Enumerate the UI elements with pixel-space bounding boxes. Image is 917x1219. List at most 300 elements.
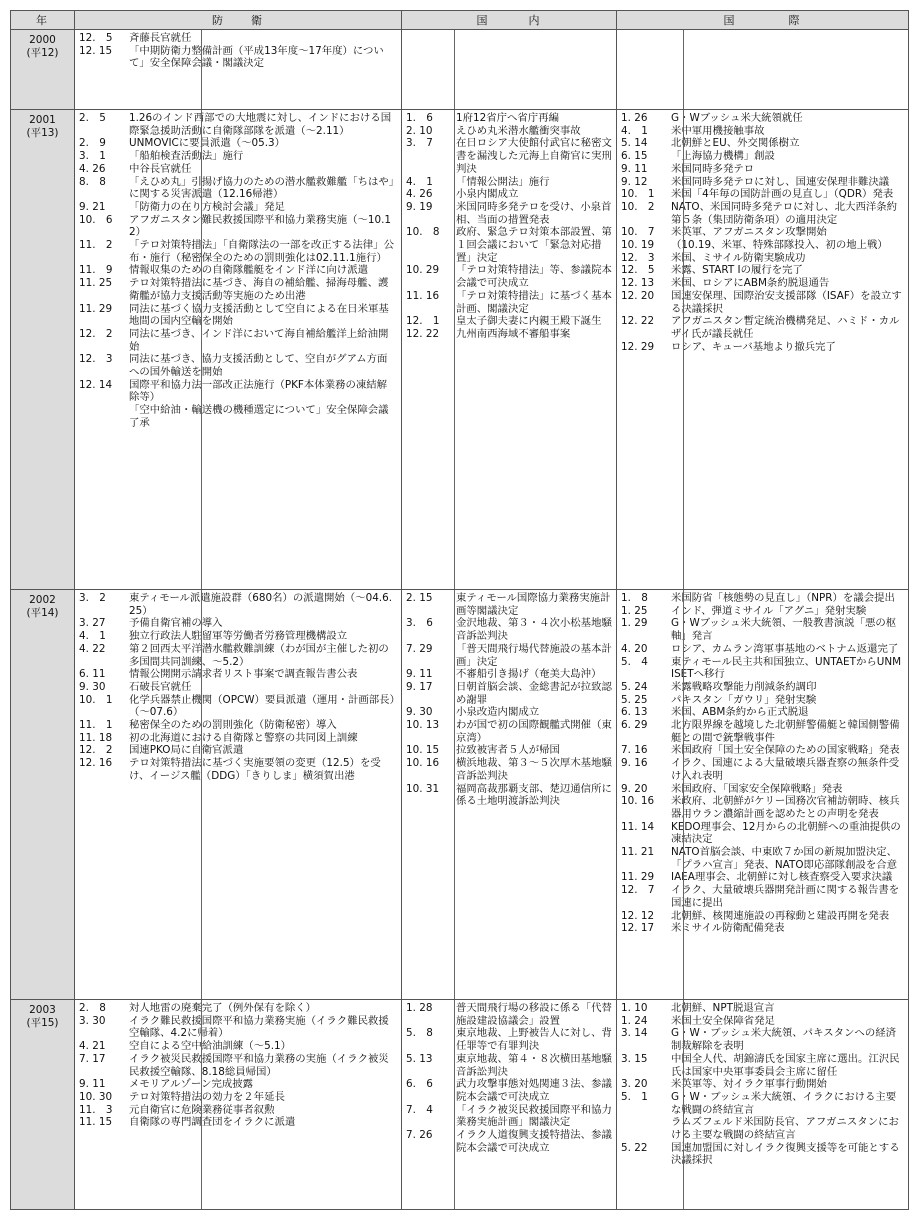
- event-text: アフガニスタン暫定統治機構発足、ハミド・カルザイ氏が議長就任: [671, 315, 900, 340]
- event-text: わが国で初の国際観艦式開催（東京湾）: [456, 719, 612, 744]
- event-date: 11. 3: [79, 1103, 113, 1116]
- event-date: 6. 29: [621, 719, 648, 732]
- event-date: 12. 14: [79, 378, 113, 391]
- era-label: (平15): [26, 1017, 59, 1029]
- event-text: 1.26のインド西部での大地震に対し、インドにおける国際緊急援助活動に自衛隊部隊を派遣（〜2.11）: [129, 112, 392, 137]
- event-date: 1. 26: [621, 112, 648, 124]
- event-date: 3. 15: [621, 1052, 648, 1065]
- event-text: 「船舶検査活動法」施行: [129, 150, 244, 163]
- event-entry: [402, 1027, 616, 1052]
- event-entry: [75, 592, 401, 617]
- era-label: (平12): [26, 47, 59, 59]
- event-entry: [75, 32, 401, 45]
- header-row: [11, 11, 909, 30]
- year-label: 2002: [29, 594, 56, 606]
- event-entry: [75, 303, 401, 328]
- event-entry: [75, 681, 401, 694]
- event-entry: [75, 1015, 401, 1040]
- event-entry: [75, 1040, 401, 1053]
- event-text: 国際平和協力法一部改正法施行（PKF本体業務の凍結解除等）: [129, 378, 388, 404]
- event-entry: [75, 1091, 401, 1104]
- event-text: 国連安保理、国際治安支援部隊（ISAF）を設立する決議採択: [671, 289, 902, 315]
- event-text: 普天間飛行場の移設に係る「代替施設建設協議会」設置: [456, 1002, 612, 1027]
- event-date: 10. 1: [621, 188, 655, 201]
- event-date: 2. 8: [79, 1002, 106, 1014]
- event-text: 情報公開開示請求者リスト事案で調査報告書公表: [129, 668, 358, 681]
- defense-cell: [75, 110, 402, 590]
- event-entry: [617, 277, 908, 290]
- event-text: 横浜地裁、第３〜５次厚木基地騒音訴訟判決: [456, 757, 612, 782]
- event-text: 米ミサイル防衛配備発表: [671, 922, 785, 935]
- event-date: 9. 12: [621, 175, 648, 188]
- international-cell: [617, 30, 909, 110]
- international-cell: [617, 590, 909, 1000]
- event-entry: [402, 226, 616, 264]
- event-entry: [75, 668, 401, 681]
- event-entry: [617, 315, 908, 340]
- event-date: 10. 7: [621, 226, 655, 239]
- event-date: 4. 26: [406, 188, 433, 201]
- event-entry: [402, 744, 616, 757]
- event-text: 在日ロシア大使館付武官に秘密文書を漏洩した元海上自衛官に実刑判決: [456, 137, 612, 175]
- event-text: テロ対策特措法に基づき、海自の補給艦、掃海母艦、護衛艦が協力支援活動等実施のため出港: [129, 277, 389, 302]
- event-text: 小泉改造内閣成立: [456, 706, 540, 719]
- event-entry: [75, 45, 401, 70]
- event-entry: [75, 694, 401, 719]
- event-entry: [75, 617, 401, 630]
- international-cell: [617, 1000, 909, 1210]
- event-date: 1. 29: [621, 617, 648, 630]
- event-text: 米中軍用機接触事故: [671, 124, 765, 137]
- event-entry: [75, 1104, 401, 1117]
- event-entry: [617, 694, 908, 707]
- event-entry: [75, 176, 401, 201]
- event-entry: [617, 643, 908, 656]
- event-entry: [402, 719, 616, 744]
- event-entry: [75, 643, 401, 668]
- event-date: 12. 5: [621, 264, 655, 277]
- event-text: 独立行政法人駐留軍等労働者労務管理機構設立: [129, 630, 348, 643]
- chronology-table: [10, 10, 909, 1210]
- event-entry: [402, 1078, 616, 1103]
- event-date: 6. 6: [406, 1078, 433, 1091]
- event-entry: [402, 706, 616, 719]
- event-text: 北朝鮮、NPT脱退宣言: [671, 1002, 775, 1014]
- event-date: 8. 8: [79, 175, 106, 188]
- event-text: テロ対策特措法に基づく実施要領の変更（12.5）を受け、イージス艦（DDG）「きりしま」横須賀出港: [129, 757, 381, 782]
- event-entry: [617, 176, 908, 189]
- event-date: 4. 22: [79, 642, 106, 655]
- event-entry: [402, 783, 616, 808]
- event-text: 米国、ABM条約から正式脱退: [671, 706, 809, 719]
- event-text: 北朝鮮、核関連施設の再稼動と建設再開を発表: [671, 909, 890, 922]
- event-text: 北方限界線を越境した北朝鮮警備艇と韓国側警備艇との間で銃撃戦事件: [671, 719, 900, 744]
- year-row-2000: [11, 30, 909, 110]
- event-text: 化学兵器禁止機関（OPCW）要員派遣（運用・計画部長）（〜07.6）: [129, 693, 395, 719]
- event-entry: [402, 137, 616, 175]
- event-entry: [75, 1078, 401, 1091]
- event-date: 4. 1: [406, 175, 433, 188]
- event-entry: [75, 1116, 401, 1129]
- event-text: 政府、緊急テロ対策本部設置、第１回会議において「緊急対応措置」決定: [456, 226, 612, 264]
- event-date: 3. 7: [406, 137, 433, 150]
- event-date: 10. 1: [79, 693, 113, 706]
- event-entry: [617, 783, 908, 796]
- event-date: 5. 13: [406, 1052, 433, 1065]
- event-text: 米国同時多発テロ: [671, 162, 755, 175]
- event-entry: [617, 1002, 908, 1015]
- event-entry: [617, 188, 908, 201]
- event-date: 11. 18: [79, 731, 113, 744]
- event-entry: [617, 846, 908, 871]
- event-date: 6. 11: [79, 668, 106, 681]
- event-entry: [617, 910, 908, 923]
- event-date: 7. 26: [406, 1129, 433, 1142]
- event-text: 東ティモール民主共和国独立、UNTAETからUNMISETへ移行: [671, 655, 902, 681]
- event-entry: [617, 706, 908, 719]
- event-entry: [617, 163, 908, 176]
- event-date: 11. 16: [406, 289, 440, 302]
- domestic-cell: [402, 110, 617, 590]
- event-entry: [75, 630, 401, 643]
- event-entry: [402, 188, 616, 201]
- defense-cell: [75, 590, 402, 1000]
- event-date: 3. 27: [79, 617, 106, 630]
- event-text: 元自衛官に危険業務従事者叙勲: [129, 1103, 275, 1116]
- event-text: G・Wブッシュ米大統領就任: [671, 112, 803, 124]
- event-date: 12. 15: [79, 44, 113, 57]
- event-date: 7. 16: [621, 744, 648, 757]
- event-date: 2. 9: [79, 137, 106, 150]
- event-text: 中谷長官就任: [129, 162, 192, 175]
- event-date: 10. 8: [406, 226, 440, 239]
- event-entry: [617, 1015, 908, 1028]
- event-entry: [75, 137, 401, 150]
- event-text: 武力攻撃事態対処関連３法、参議院本会議で可決成立: [456, 1078, 612, 1103]
- event-entry: [617, 656, 908, 681]
- event-entry: [617, 264, 908, 277]
- event-text: 東ティモール国際協力業務実施計画等閣議決定: [456, 592, 611, 617]
- event-text: NATO首脳会談、中東欧７か国の新規加盟決定、「プラハ宣言」発表、NATO即応部隊創設を合意: [671, 846, 898, 871]
- event-date: 9. 17: [406, 680, 433, 693]
- event-text: 「情報公開法」施行: [456, 175, 550, 188]
- event-date: 6. 15: [621, 150, 648, 163]
- event-entry: [402, 617, 616, 642]
- year-label: 2000: [29, 34, 56, 46]
- event-date: 12. 1: [406, 315, 440, 328]
- header-year: 年: [11, 11, 75, 30]
- event-date: 3. 14: [621, 1027, 648, 1040]
- event-entry: [617, 1027, 908, 1052]
- event-entry: [75, 379, 401, 404]
- event-text: UNMOVICに要員派遣（〜05.3）: [129, 137, 286, 150]
- event-text: 予備自衛官補の導入: [129, 617, 223, 630]
- event-date: 12. 20: [621, 289, 655, 302]
- event-date: 9. 30: [79, 680, 106, 693]
- event-date: 12. 2: [79, 744, 113, 757]
- event-date: 4. 21: [79, 1040, 106, 1053]
- event-entry: [402, 328, 616, 341]
- event-date: 9. 11: [406, 668, 433, 681]
- event-text: 第２回西太平洋潜水艦救難訓練（わが国が主催した初の多国間共同訓練、〜5.2）: [129, 642, 389, 668]
- event-date: 5. 4: [621, 655, 648, 668]
- event-entry: [617, 795, 908, 820]
- event-text: 米国同時多発テロを受け、小泉首相、当面の措置発表: [456, 200, 612, 226]
- event-entry: [617, 252, 908, 265]
- event-text: 九州南西海域不審船事案: [456, 327, 571, 340]
- event-date: 9. 16: [621, 757, 648, 770]
- event-entry: [75, 277, 401, 302]
- event-entry: [617, 617, 908, 642]
- domestic-cell: [402, 30, 617, 110]
- event-date: 11. 29: [79, 302, 113, 315]
- event-text: NATO、米国同時多発テロに対し、北大西洋条約第５条（集団防衛条項）の適用決定: [671, 200, 898, 226]
- event-text: イラク人道復興支援特措法、参議院本会議で可決成立: [456, 1129, 612, 1154]
- event-text: 秘密保全のための罰則強化（防衛秘密）導入: [129, 719, 337, 732]
- event-text: 米国、ロシアにABM条約脱退通告: [671, 277, 830, 290]
- event-entry: [75, 163, 401, 176]
- event-text: パキスタン「ガウリ」発射実験: [671, 693, 817, 706]
- event-date: 11. 25: [79, 277, 113, 290]
- event-entry: [75, 744, 401, 757]
- event-text: 北朝鮮とEU、外交関係樹立: [671, 137, 800, 150]
- event-entry: [75, 1002, 401, 1015]
- event-text: G・W・ブッシュ米大統領、イラクにおける主要な戦闘の終結宣言: [671, 1090, 897, 1116]
- event-date: 3. 6: [406, 617, 433, 630]
- year-label: 2001: [29, 114, 56, 126]
- event-text: 皇太子御夫妻に内親王殿下誕生: [456, 315, 602, 328]
- event-entry: [617, 341, 908, 354]
- event-entry: [75, 404, 401, 429]
- event-entry: [402, 290, 616, 315]
- event-date: 9. 20: [621, 782, 648, 795]
- event-text: IAEA理事会、北朝鮮に対し核査察受入要求決議: [671, 871, 893, 884]
- event-date: 10. 2: [621, 200, 655, 213]
- event-entry: [617, 137, 908, 150]
- event-entry: [75, 201, 401, 214]
- event-entry: [617, 1091, 908, 1116]
- event-date: 9. 11: [79, 1078, 106, 1091]
- event-entry: [617, 821, 908, 846]
- event-date: 11. 14: [621, 820, 655, 833]
- event-entry: [402, 315, 616, 328]
- event-entry: [402, 592, 616, 617]
- event-text: 自衛隊の専門調査団をイラクに派遣: [129, 1116, 296, 1129]
- event-entry: [75, 719, 401, 732]
- event-text: 小泉内閣成立: [456, 188, 519, 201]
- event-entry: [617, 871, 908, 884]
- event-text: 同法に基づき、インド洋において海自補給艦洋上給油開始: [129, 327, 389, 353]
- event-date: 5. 24: [621, 680, 648, 693]
- event-date: 12. 2: [79, 327, 113, 340]
- event-date: 4. 20: [621, 642, 648, 655]
- event-text: 「普天間飛行場代替施設の基本計画」決定: [456, 642, 612, 668]
- event-entry: [75, 1053, 401, 1078]
- event-text: 米国防省「核態勢の見直し」（NPR）を議会提出: [671, 592, 895, 604]
- event-date: 1. 6: [406, 112, 433, 124]
- event-date: 10. 30: [79, 1090, 113, 1103]
- event-text: 米国、ミサイル防衛実験成功: [671, 251, 806, 264]
- year-cell: [11, 590, 75, 1000]
- event-text: アフガニスタン難民救援国際平和協力業務実施（〜10.12）: [129, 213, 392, 239]
- event-date: 5. 8: [406, 1027, 433, 1040]
- event-entry: [402, 1002, 616, 1027]
- event-entry: [617, 239, 908, 252]
- event-date: 9. 30: [406, 706, 433, 719]
- event-text: 米露戦略攻撃能力削減条約調印: [671, 680, 817, 693]
- event-entry: [402, 681, 616, 706]
- event-entry: [75, 757, 401, 782]
- year-label: 2003: [29, 1004, 56, 1016]
- event-entry: [75, 150, 401, 163]
- event-entry: [75, 353, 401, 378]
- event-date: 12. 3: [79, 353, 113, 366]
- event-date: 12. 29: [621, 340, 655, 353]
- year-row-2001: [11, 110, 909, 590]
- event-entry: [617, 226, 908, 239]
- event-date: 4. 1: [621, 124, 648, 137]
- event-entry: [617, 1116, 908, 1141]
- event-entry: [75, 239, 401, 264]
- event-date: 1. 25: [621, 604, 648, 617]
- event-date: 3. 1: [79, 150, 106, 163]
- event-text: （10.19、米軍、特殊部隊投入、初の地上戦）: [671, 239, 888, 252]
- event-text: 「テロ対策特措法」「自衛隊法の一部を改正する法律」公布・施行（秘密保全のための罰則強化は02.11.1施行）: [129, 239, 394, 264]
- event-date: 5. 22: [621, 1141, 648, 1154]
- event-text: 情報収集のための自衛隊艦艇をインド洋に向け派遣: [129, 264, 368, 277]
- event-date: 2. 5: [79, 112, 106, 124]
- event-text: 東京地裁、第４・８次横田基地騒音訴訟判決: [456, 1052, 612, 1078]
- event-date: 12. 7: [621, 884, 655, 897]
- event-date: 10. 13: [406, 719, 440, 732]
- event-date: 10. 6: [79, 213, 113, 226]
- event-text: 東京地裁、上野被告人に対し、背任罪等で有罪判決: [456, 1027, 612, 1053]
- event-entry: [402, 1129, 616, 1154]
- event-text: 拉致被害者５人が帰国: [456, 744, 560, 757]
- event-text: 福岡高裁那覇支部、楚辺通信所に係る土地明渡訴訟判決: [456, 782, 612, 808]
- year-cell: [11, 1000, 75, 1210]
- event-entry: [617, 1078, 908, 1091]
- event-date: 1. 28: [406, 1002, 433, 1014]
- event-date: 12. 22: [406, 327, 440, 340]
- event-date: 10. 31: [406, 782, 440, 795]
- event-entry: [617, 125, 908, 138]
- domestic-cell: [402, 590, 617, 1000]
- year-row-2003: [11, 1000, 909, 1210]
- event-entry: [402, 668, 616, 681]
- event-date: 1. 8: [621, 592, 648, 604]
- event-date: 1. 10: [621, 1002, 648, 1014]
- event-text: 米政府、北朝鮮がケリー国務次官補訪朝時、核兵器用ウラン濃縮計画を認めたとの声明を発表: [671, 795, 900, 820]
- event-entry: [617, 592, 908, 605]
- event-entry: [617, 1053, 908, 1078]
- event-date: 2. 15: [406, 592, 433, 604]
- event-text: 同法に基づく協力支援活動として空自による在日米軍基地間の国内空輸を開始: [129, 302, 389, 328]
- event-text: イラク被災民救援国際平和協力業務の実施（イラク被災民救援空輸隊、8.18総員帰国）: [129, 1052, 389, 1078]
- event-text: 米国政府、「国家安全保障戦略」発表: [671, 782, 843, 795]
- event-date: 3. 30: [79, 1014, 106, 1027]
- event-entry: [402, 125, 616, 138]
- domestic-cell: [402, 1000, 617, 1210]
- event-date: 12. 17: [621, 922, 655, 935]
- event-text: 「えひめ丸」引揚げ協力のための潜水艦救難艦「ちはや」に関する災害派遣（12.16帰港）: [129, 175, 394, 201]
- event-entry: [617, 757, 908, 782]
- event-text: 同法に基づき、協力支援活動として、空自がグアム方面への国外輸送を開始: [129, 353, 388, 379]
- event-date: 11. 9: [79, 264, 113, 277]
- event-date: 5. 25: [621, 693, 648, 706]
- event-text: ロシア、カムラン湾軍事基地のベトナム返還完了: [671, 642, 899, 655]
- event-entry: [617, 201, 908, 226]
- event-text: 「空中給油・輸送機の機種選定について」安全保障会議了承: [129, 404, 389, 429]
- event-date: 10. 16: [621, 795, 655, 808]
- event-date: 3. 2: [79, 592, 106, 604]
- event-date: 12. 13: [621, 277, 655, 290]
- event-text: 「中期防衛力整備計画（平成13年度〜17年度）について」安全保障会議・閣議決定: [129, 44, 384, 70]
- event-entry: [617, 605, 908, 618]
- event-entry: [402, 264, 616, 289]
- event-text: 対人地雷の廃棄完了（例外保有を除く）: [129, 1002, 317, 1014]
- event-text: G・Wブッシュ米大統領、一般教書演説「悪の枢軸」発言: [671, 617, 897, 643]
- event-date: 9. 21: [79, 200, 106, 213]
- header-domestic: 国 内: [402, 11, 617, 30]
- event-text: 「防衛力の在り方検討会議」発足: [129, 200, 285, 213]
- event-text: KEDO理事会、12月からの北朝鮮への重油提供の凍結決定: [671, 820, 901, 846]
- event-text: 日朝首脳会談、金総書記が拉致認め謝罪: [456, 680, 612, 706]
- event-date: 12. 22: [621, 315, 655, 328]
- event-entry: [75, 264, 401, 277]
- event-date: 10. 16: [406, 757, 440, 770]
- event-text: 米露、START Ⅰの履行を完了: [671, 264, 803, 277]
- event-entry: [402, 201, 616, 226]
- event-date: 6. 13: [621, 706, 648, 719]
- event-date: 5. 14: [621, 137, 648, 150]
- event-text: ロシア、キューバ基地より撤兵完了: [671, 340, 836, 353]
- event-entry: [402, 176, 616, 189]
- event-text: イラク、国連による大量破壊兵器査察の無条件受け入れ表明: [671, 757, 900, 782]
- event-text: G・W・ブッシュ米大統領、パキスタンへの経済制裁解除を表明: [671, 1027, 896, 1053]
- event-text: 石破長官就任: [129, 680, 192, 693]
- event-text: 「テロ対策特措法」等、参議院本会議で可決成立: [456, 264, 612, 290]
- event-entry: [402, 1053, 616, 1078]
- event-date: 5. 1: [621, 1090, 648, 1103]
- defense-cell: [75, 30, 402, 110]
- event-date: 9. 19: [406, 200, 433, 213]
- event-text: 米英軍、アフガニスタン攻撃開始: [671, 226, 827, 239]
- event-date: 4. 1: [79, 630, 106, 643]
- event-entry: [75, 732, 401, 745]
- event-text: 米国政府「国土安全保障のための国家戦略」発表: [671, 744, 900, 757]
- event-text: 不審船引き揚げ（奄美大島沖）: [456, 668, 602, 681]
- event-date: 10. 19: [621, 239, 655, 252]
- event-date: 7. 4: [406, 1103, 433, 1116]
- event-text: 国連PKO局に自衛官派遣: [129, 744, 244, 757]
- event-text: インド、弾道ミサイル「アグニ」発射実験: [671, 604, 867, 617]
- event-text: 東ティモール派遣施設群（680名）の派遣開始（〜04.6.25）: [129, 592, 393, 617]
- event-entry: [617, 884, 908, 909]
- event-text: 米国「4年毎の国防計画の見直し」（QDR）発表: [671, 188, 894, 201]
- event-text: 「上海協力機構」創設: [671, 150, 775, 163]
- event-text: 斉藤長官就任: [129, 32, 192, 44]
- event-entry: [402, 112, 616, 125]
- event-text: 空自による空中給油訓練（〜5.1）: [129, 1040, 291, 1053]
- event-text: テロ対策特措法の効力を２年延長: [129, 1090, 285, 1103]
- event-date: 11. 29: [621, 871, 655, 884]
- era-label: (平13): [26, 127, 59, 139]
- event-date: 12. 5: [79, 32, 113, 44]
- event-entry: [617, 112, 908, 125]
- event-date: 2. 10: [406, 124, 433, 137]
- event-text: メモリアルゾーン完成披露: [129, 1078, 254, 1091]
